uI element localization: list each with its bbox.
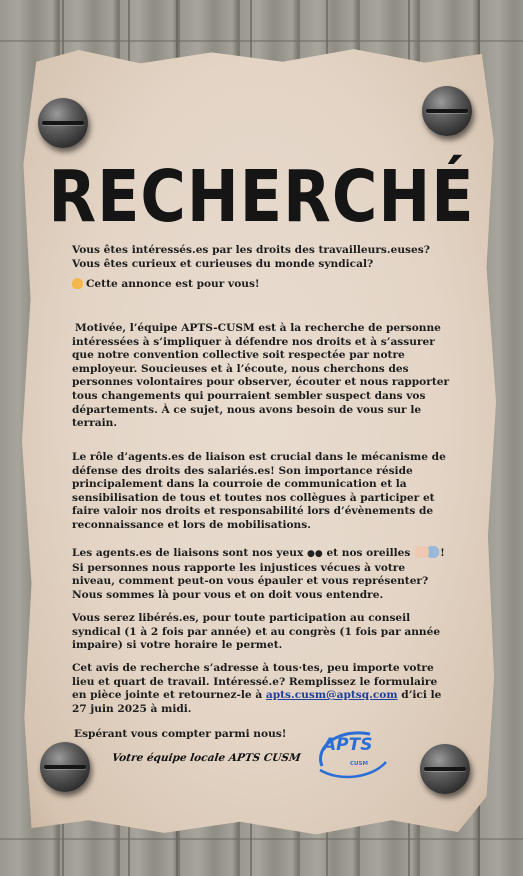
paragraph-liberation: Vous serez libérés.es, pour toute participation au conseil syndical (1 à 2 fois par année) et au congrès (1 fois par année impaire) si votre horaire le permet. — [72, 612, 441, 652]
screw-icon — [40, 742, 90, 792]
screw-icon — [420, 744, 470, 794]
logo-sub: CUSM — [350, 761, 368, 767]
intro-line: Vous êtes curieux et curieuses du monde syndical? — [72, 257, 374, 270]
intro-callout — [72, 278, 450, 292]
intro-callout-text: Cette annonce est pour vous! — [86, 278, 260, 290]
paragraph-text: Les agents.es de liaisons sont nos yeux — [72, 547, 304, 559]
paragraph-eyes-ears — [72, 546, 450, 602]
paragraph-text: et nos oreilles — [326, 547, 411, 559]
paragraph-role: Le rôle d’agents.es de liaison est crucial dans le mécanisme de défense des droits des salariés.es! Son importance réside principalement dans la courroie de communication et la sensibilisation de tous et toutes nos collègues à participer et faire valoir nos droits et responsabilité lors d’évènements de reconnaissance et lors de mobilisations. — [72, 451, 446, 531]
logo-name: APTS — [323, 735, 373, 755]
paragraph-text: d’ici le 27 juin 2025 à midi. — [72, 689, 442, 715]
hand-icon — [72, 278, 83, 289]
intro-line: Vous êtes intéressés.es par les droits des travailleurs.euses? — [72, 244, 430, 256]
signature: Votre équipe locale APTS CUSM — [111, 752, 302, 764]
paragraph-call-to-action — [72, 662, 450, 716]
intro — [72, 244, 450, 271]
plank-seam — [0, 838, 523, 840]
poster-title: RECHERCHÉ — [48, 154, 475, 239]
ears-icon — [414, 546, 440, 558]
paragraph-text: Cet avis de recherche s’adresse à tous·tes, peu importe votre lieu et quart de travail. Intéressé.e? Remplissez le formulaire en pièce jointe et retournez-le à — [72, 662, 438, 702]
screw-icon — [38, 98, 88, 148]
closing-line: Espérant vous compter parmi nous! — [74, 728, 287, 740]
paragraph-mission: Motivée, l’équipe APTS-CUSM est à la recherche de personne intéressées à s’impliquer à défendre nos droits et à s’assurer que notre convention collective soit respectée par notre employeur. Soucieuses et à l’écoute, nous cherchons des personnes volontaires pour observer, écouter et nous rapporter tous changements qui pourraient sembler suspect dans vos départements. À ce sujet, nous avons besoin de vous sur le terrain. — [72, 322, 450, 430]
paragraph-text: ! Si personnes nous rapporte les injustices vécues à votre niveau, comment peut-on vous épauler et vous représenter? Nous sommes là pour vous et on doit vous entendre. — [72, 547, 445, 601]
email-link[interactable]: apts.cusm@aptsq.com — [265, 689, 398, 702]
plank-seam — [0, 40, 523, 42]
eyes-icon: ●● — [307, 549, 323, 559]
screw-icon — [422, 86, 472, 136]
